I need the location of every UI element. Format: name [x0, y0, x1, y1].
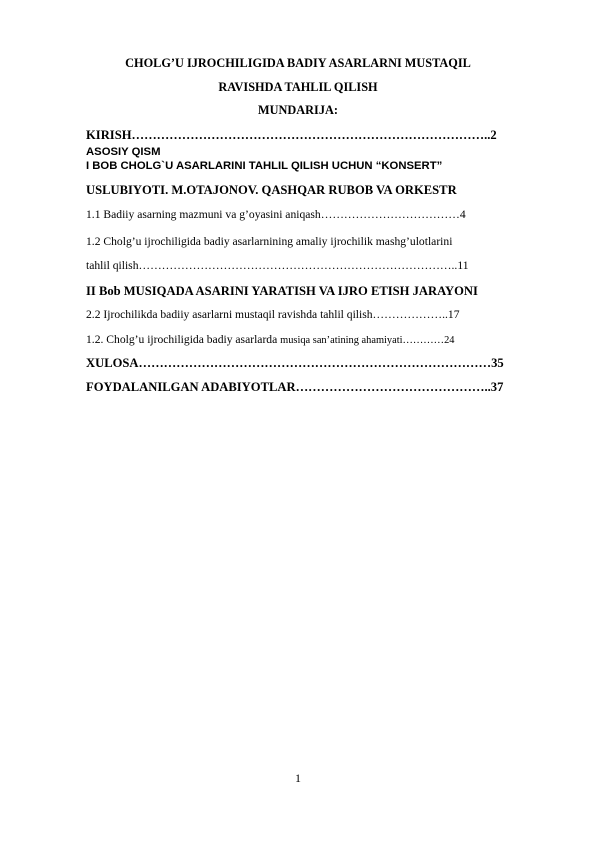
toc-section-1-2b — [86, 333, 454, 346]
toc-section-1-2-line-1: 1.2 Cholg’u ijrochiligida badiy asarlarnining amaliy ijrochilik mashg’ulotlarini — [86, 235, 453, 248]
document-title-line-2: RAVISHDA TAHLIL QILISH — [218, 80, 378, 94]
document-title-line-1: CHOLG’U IJROCHILIGIDA BADIY ASARLARNI MUSTAQIL — [125, 56, 471, 70]
toc-entry-kirish: KIRISH…………………………………………………………………………..2 — [86, 128, 497, 142]
toc-chapter-1-line-1: I BOB CHOLG`U ASARLARINI TAHLIL QILISH UCHUN “KONSERT” — [86, 160, 443, 172]
toc-asosiy-qism: ASOSIY QISM — [86, 146, 161, 158]
toc-section-2-2: 2.2 Ijrochilikda badiiy asarlarni mustaqil ravishda tahlil qilish………………..17 — [86, 308, 460, 321]
toc-entry-adabiyotlar: FOYDALANILGAN ADABIYOTLAR………………………………………..37 — [86, 380, 504, 394]
page-number: 1 — [295, 771, 301, 785]
toc-section-1-2b-small: musiqa san’atining ahamiyati…………24 — [280, 335, 455, 346]
toc-entry-xulosa: XULOSA…………………………………………………………………………35 — [86, 356, 504, 370]
contents-heading: MUNDARIJA: — [258, 103, 338, 117]
toc-section-1-1: 1.1 Badiiy asarning mazmuni va g’oyasini aniqash………………………………4 — [86, 208, 466, 221]
toc-chapter-1-line-2: USLUBIYOTI. M.OTAJONOV. QASHQAR RUBOB VA ORKESTR — [86, 183, 457, 197]
toc-section-1-2b-main: 1.2. Cholg’u ijrochiligida badiy asarlarda — [86, 333, 281, 346]
toc-chapter-2: II Bob MUSIQADA ASARINI YARATISH VA IJRO ETISH JARAYONI — [86, 284, 478, 298]
toc-section-1-2-line-2: tahlil qilish………………………………………………………………………..11 — [86, 259, 469, 272]
